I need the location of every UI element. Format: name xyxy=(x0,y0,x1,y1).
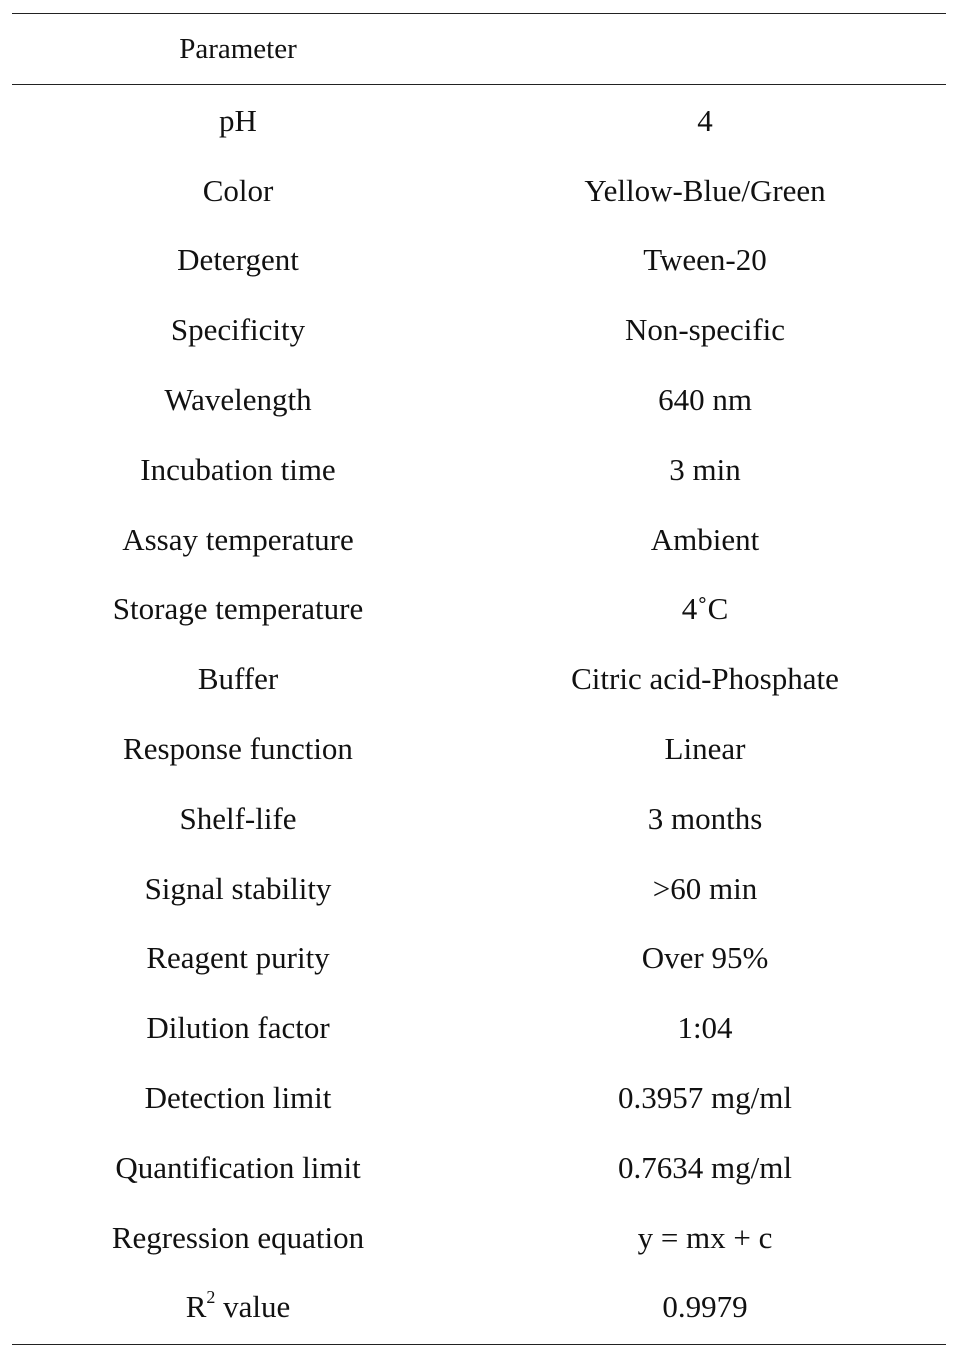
table-row xyxy=(12,86,946,156)
row-parameter: Buffer xyxy=(197,661,279,697)
table-row xyxy=(12,1133,946,1203)
row-parameter: Detergent xyxy=(177,242,299,278)
table-row xyxy=(12,1063,946,1133)
row-parameter: Color xyxy=(202,172,274,208)
table-row xyxy=(12,156,946,226)
row-value: Linear xyxy=(664,731,746,767)
row-parameter xyxy=(12,1289,464,1325)
table-bottom-rule xyxy=(12,1344,946,1345)
table-row xyxy=(12,226,946,296)
row-value: 3 min xyxy=(669,451,741,487)
row-value: Tween-20 xyxy=(643,242,767,278)
row-parameter: Wavelength xyxy=(164,382,312,418)
table-row xyxy=(12,435,946,505)
row-value: 640 nm xyxy=(658,382,752,418)
row-value: 3 months xyxy=(647,800,763,836)
table-row xyxy=(12,644,946,714)
row-value: 0.3957 mg/ml xyxy=(618,1080,792,1116)
row-parameter: Incubation time xyxy=(140,451,336,487)
row-value: 0.7634 mg/ml xyxy=(618,1149,792,1185)
table-row xyxy=(12,1203,946,1273)
table-header-row xyxy=(12,14,946,84)
r-suffix: value xyxy=(215,1289,291,1325)
row-parameter: Regression equation xyxy=(111,1219,365,1255)
header-parameter: Parameter xyxy=(179,33,297,65)
row-value: Yellow-Blue/Green xyxy=(584,172,826,208)
table-body xyxy=(12,86,946,1273)
row-value: 0.9979 xyxy=(662,1289,748,1325)
row-parameter: Quantification limit xyxy=(115,1149,361,1185)
r-symbol: R xyxy=(185,1289,207,1325)
row-parameter: Storage temperature xyxy=(112,591,364,627)
row-value: 4˚C xyxy=(681,591,729,627)
table-row xyxy=(12,714,946,784)
row-value: y = mx + c xyxy=(637,1219,773,1255)
table-row xyxy=(12,575,946,645)
table-row xyxy=(12,295,946,365)
row-parameter: Specificity xyxy=(170,312,306,348)
row-parameter: Shelf-life xyxy=(179,800,297,836)
table-row xyxy=(12,505,946,575)
row-value: 1:04 xyxy=(677,1010,733,1046)
row-parameter: Response function xyxy=(123,731,353,767)
r-superscript: 2 xyxy=(206,1287,216,1308)
table-row xyxy=(12,993,946,1063)
table-row xyxy=(12,1273,946,1343)
row-parameter: Assay temperature xyxy=(122,521,354,557)
table-row xyxy=(12,365,946,435)
table-header-rule xyxy=(12,84,946,85)
row-value: Citric acid-Phosphate xyxy=(571,661,839,697)
table-row xyxy=(12,924,946,994)
row-value: Non-specific xyxy=(624,312,786,348)
row-parameter: Reagent purity xyxy=(146,940,330,976)
parameters-table xyxy=(12,13,946,1345)
table-row xyxy=(12,784,946,854)
row-value: >60 min xyxy=(652,870,758,906)
row-parameter: Signal stability xyxy=(144,870,332,906)
row-parameter: pH xyxy=(219,102,257,138)
row-value: 4 xyxy=(697,102,713,138)
table-row xyxy=(12,854,946,924)
row-parameter: Dilution factor xyxy=(146,1010,330,1046)
row-value: Ambient xyxy=(650,521,760,557)
row-value: Over 95% xyxy=(641,940,769,976)
row-parameter: Detection limit xyxy=(144,1080,332,1116)
